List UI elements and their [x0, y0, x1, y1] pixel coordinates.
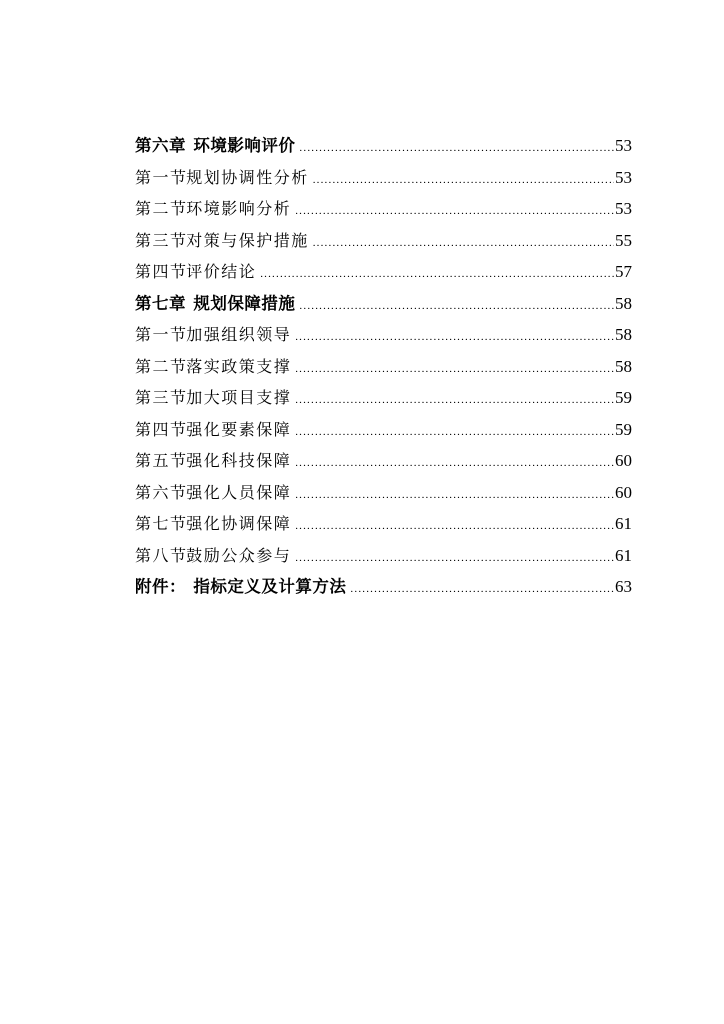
toc-entry-number: 第八节 — [135, 545, 188, 565]
toc-entry-number: 第二节 — [135, 199, 188, 218]
toc-entry-title: 强化要素保障 — [186, 419, 292, 439]
toc-chapter-entry[interactable] — [135, 288, 632, 320]
toc-entry-number: 第四节 — [135, 262, 188, 281]
toc-dot-leader — [313, 228, 614, 260]
toc-page-number: 59 — [615, 388, 632, 407]
toc-section-entry[interactable] — [135, 256, 632, 288]
toc-page-number: 61 — [615, 514, 632, 533]
toc-entry-label — [135, 508, 291, 540]
toc-section-entry[interactable] — [135, 477, 632, 509]
toc-page-number: 57 — [615, 262, 632, 281]
toc-section-entry[interactable] — [135, 382, 632, 414]
toc-page-number: 53 — [615, 136, 632, 155]
toc-entry-label — [135, 193, 291, 225]
toc-entry-title: 强化人员保障 — [186, 482, 292, 502]
toc-appendix-entry[interactable] — [135, 571, 632, 603]
toc-dot-leader — [295, 196, 614, 228]
toc-dot-leader — [295, 385, 614, 417]
toc-page-number: 61 — [615, 545, 632, 565]
toc-dot-leader — [299, 291, 614, 323]
toc-entry-label — [135, 351, 291, 383]
toc-dot-leader — [295, 448, 614, 480]
toc-entry-label — [135, 571, 346, 603]
toc-page-number: 58 — [615, 293, 632, 313]
toc-dot-leader — [313, 165, 614, 197]
toc-entry-title: 加强组织领导 — [186, 325, 292, 344]
toc-entry-label — [135, 540, 291, 572]
toc-section-entry[interactable] — [135, 319, 632, 351]
toc-entry-label — [135, 477, 291, 509]
toc-entry-label — [135, 288, 295, 320]
toc-page-number: 53 — [615, 199, 632, 218]
toc-entry-number: 第一节 — [135, 167, 188, 187]
toc-entry-number: 第七节 — [135, 514, 188, 533]
toc-page-number: 53 — [615, 167, 632, 187]
toc-dot-leader — [295, 480, 614, 512]
toc-entry-title: 强化科技保障 — [186, 451, 292, 470]
toc-entry-label — [135, 225, 309, 257]
toc-entry-label — [135, 445, 291, 477]
toc-page-number: 60 — [615, 482, 632, 502]
toc-entry-number: 第三节 — [135, 230, 188, 250]
toc-page-number: 58 — [615, 356, 632, 376]
toc-dot-leader — [260, 259, 614, 291]
toc-entry-label — [135, 130, 295, 162]
toc-section-entry[interactable] — [135, 162, 632, 194]
toc-page-number: 55 — [615, 230, 632, 250]
toc-page-number: 58 — [615, 325, 632, 344]
toc-entry-title: 落实政策支撑 — [186, 356, 292, 376]
toc-dot-leader — [295, 511, 614, 543]
toc-entry-label — [135, 414, 291, 446]
toc-dot-leader — [295, 322, 614, 354]
toc-entry-title: 规划协调性分析 — [186, 167, 309, 187]
toc-entry-number: 第一节 — [135, 325, 188, 344]
toc-entry-title: 环境影响分析 — [186, 199, 292, 218]
toc-entry-number: 第二节 — [135, 356, 188, 376]
toc-entry-title: 规划保障措施 — [193, 293, 296, 313]
toc-page-number: 60 — [615, 451, 632, 470]
toc-entry-title: 对策与保护措施 — [186, 230, 309, 250]
toc-entry-number: 第六章 — [135, 136, 186, 155]
toc-dot-leader — [299, 133, 614, 165]
table-of-contents — [135, 130, 632, 603]
toc-chapter-entry[interactable] — [135, 130, 632, 162]
toc-section-entry[interactable] — [135, 414, 632, 446]
toc-section-entry[interactable] — [135, 508, 632, 540]
toc-dot-leader — [295, 417, 614, 449]
toc-page-number: 63 — [615, 577, 632, 596]
toc-entry-title: 评价结论 — [186, 262, 257, 281]
toc-entry-title: 指标定义及计算方法 — [193, 577, 347, 596]
toc-entry-title: 鼓励公众参与 — [186, 545, 292, 565]
toc-entry-label — [135, 382, 291, 414]
toc-section-entry[interactable] — [135, 540, 632, 572]
toc-entry-number: 第三节 — [135, 388, 188, 407]
toc-entry-number: 附件： — [135, 577, 186, 596]
toc-entry-number: 第四节 — [135, 419, 188, 439]
toc-dot-leader — [350, 574, 614, 606]
toc-dot-leader — [295, 354, 614, 386]
toc-entry-number: 第六节 — [135, 482, 188, 502]
toc-entry-title: 环境影响评价 — [193, 136, 296, 155]
toc-page-number: 59 — [615, 419, 632, 439]
toc-entry-number: 第七章 — [135, 293, 186, 313]
toc-entry-label — [135, 319, 291, 351]
toc-entry-number: 第五节 — [135, 451, 188, 470]
toc-dot-leader — [295, 543, 614, 575]
toc-entry-label — [135, 256, 256, 288]
toc-entry-title: 强化协调保障 — [186, 514, 292, 533]
toc-entry-title: 加大项目支撑 — [186, 388, 292, 407]
toc-section-entry[interactable] — [135, 193, 632, 225]
toc-section-entry[interactable] — [135, 445, 632, 477]
toc-entry-label — [135, 162, 309, 194]
toc-section-entry[interactable] — [135, 225, 632, 257]
toc-section-entry[interactable] — [135, 351, 632, 383]
